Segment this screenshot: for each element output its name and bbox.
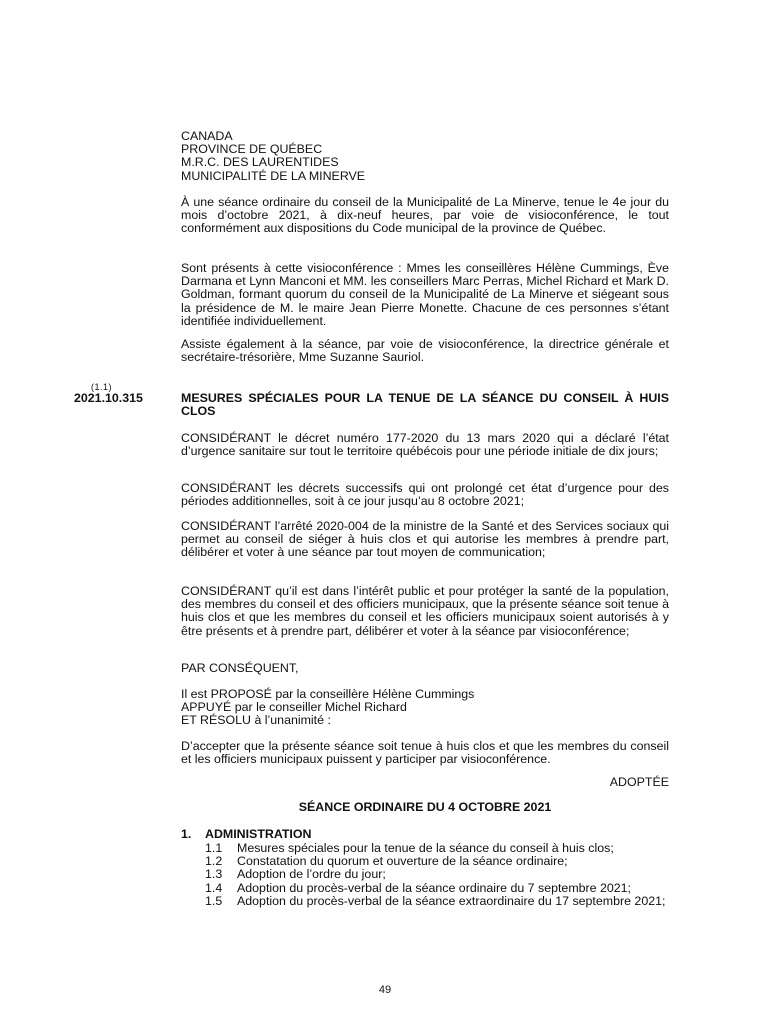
considering-paragraph-3: CONSIDÉRANT l’arrêté 2020-004 de la ministre de la Santé et des Services sociaux qui permet au conseil de siéger à huis clos et qui autorise les membres à prendre part, délibérer et voter à une séance par tout moyen de communication;	[181, 519, 669, 560]
motion-resolved: ET RÉSOLU à l’unanimité :	[181, 713, 331, 728]
resolution-item-ref: (1.1)	[91, 382, 113, 392]
intro-paragraph-staff: Assiste également à la séance, par voie de visioconférence, la directrice générale et secrétaire-trésorière, Mme Suzanne Sauriol.	[181, 337, 669, 365]
agenda-section-number: 1.	[181, 827, 192, 841]
header-line-mrc: M.R.C. DES LAURENTIDES	[181, 155, 339, 170]
agenda-item-number: 1.3	[205, 867, 223, 882]
intro-paragraph-attendees: Sont présents à cette visioconférence : Mmes les conseillères Hélène Cummings, Ève Darmana et Lynn Manconi et MM. les conseillers Marc Perras, Michel Richard et Mark D. Goldman, formant quorum du conseil de la Municipalité de La Minerve et siégeant sous la présidence de M. le maire Jean Pierre Monette. Chacune de ces personnes s’étant identifiée individuellement.	[181, 261, 669, 328]
considering-paragraph-4: CONSIDÉRANT qu’il est dans l’intérêt public et pour protéger la santé de la population, des membres du conseil et des officiers municipaux, que la présente séance soit tenue à huis clos et que les membres du conseil et les officiers municipaux soient autorisés à y être présents et à prendre part, délibérer et voter à la séance par visioconférence;	[181, 584, 669, 638]
header-line-country: CANADA	[181, 129, 233, 143]
agenda-item-text: Mesures spéciales pour la tenue de la séance du conseil à huis clos;	[237, 841, 614, 855]
agenda-item-number: 1.1	[205, 841, 223, 855]
agenda-item-number: 1.4	[205, 880, 223, 895]
motion-seconded: APPUYÉ par le conseiller Michel Richard	[181, 700, 407, 715]
agenda-title: SÉANCE ORDINAIRE DU 4 OCTOBRE 2021	[298, 800, 552, 814]
agenda-item-number: 1.2	[205, 854, 223, 869]
jurisdiction-header	[181, 130, 669, 183]
agenda-item	[205, 882, 669, 895]
agenda-item-text: Adoption de l’ordre du jour;	[237, 867, 386, 882]
decision-paragraph: D’accepter que la présente séance soit tenue à huis clos et que les membres du conseil et les officiers municipaux puissent y participer par visioconférence.	[181, 739, 669, 767]
considering-paragraph-1: CONSIDÉRANT le décret numéro 177-2020 du 13 mars 2020 qui a déclaré l’état d’urgence sanitaire sur tout le territoire québécois pour une période initiale de dix jours;	[181, 431, 669, 459]
page-number: 49	[378, 984, 392, 996]
agenda-list	[205, 842, 669, 908]
agenda-section-title: ADMINISTRATION	[205, 827, 312, 841]
resolution-title: MESURES SPÉCIALES POUR LA TENUE DE LA SÉANCE DU CONSEIL À HUIS CLOS	[181, 391, 669, 419]
agenda-item-number: 1.5	[205, 893, 223, 908]
header-line-province: PROVINCE DE QUÉBEC	[181, 142, 323, 157]
adopted-status: ADOPTÉE	[609, 775, 669, 789]
agenda-item-text: Adoption du procès-verbal de la séance extraordinaire du 17 septembre 2021;	[237, 893, 666, 908]
motion-block	[181, 688, 669, 728]
intro-paragraph-session: À une séance ordinaire du conseil de la Municipalité de La Minerve, tenue le 4e jour du mois d’octobre 2021, à dix-neuf heures, par voie de visioconférence, le tout conformément aux dispositions du Code municipal de la province de Québec.	[181, 195, 669, 236]
agenda-item-text: Adoption du procès-verbal de la séance ordinaire du 7 septembre 2021;	[237, 880, 632, 895]
agenda-section-heading	[181, 828, 311, 841]
header-line-municipality: MUNICIPALITÉ DE LA MINERVE	[181, 168, 366, 183]
resolution-number: 2021.10.315	[74, 391, 143, 405]
consequence-line: PAR CONSÉQUENT,	[181, 661, 299, 675]
considering-paragraph-2: CONSIDÉRANT les décrets successifs qui ont prolongé cet état d’urgence pour des périodes additionnelles, soit à ce jour jusqu’au 8 octobre 2021;	[181, 481, 669, 509]
motion-proposed: Il est PROPOSÉ par la conseillère Hélène Cummings	[181, 687, 475, 701]
agenda-item-text: Constatation du quorum et ouverture de la séance ordinaire;	[237, 854, 568, 869]
agenda-item	[205, 895, 669, 908]
agenda-item	[205, 868, 669, 881]
